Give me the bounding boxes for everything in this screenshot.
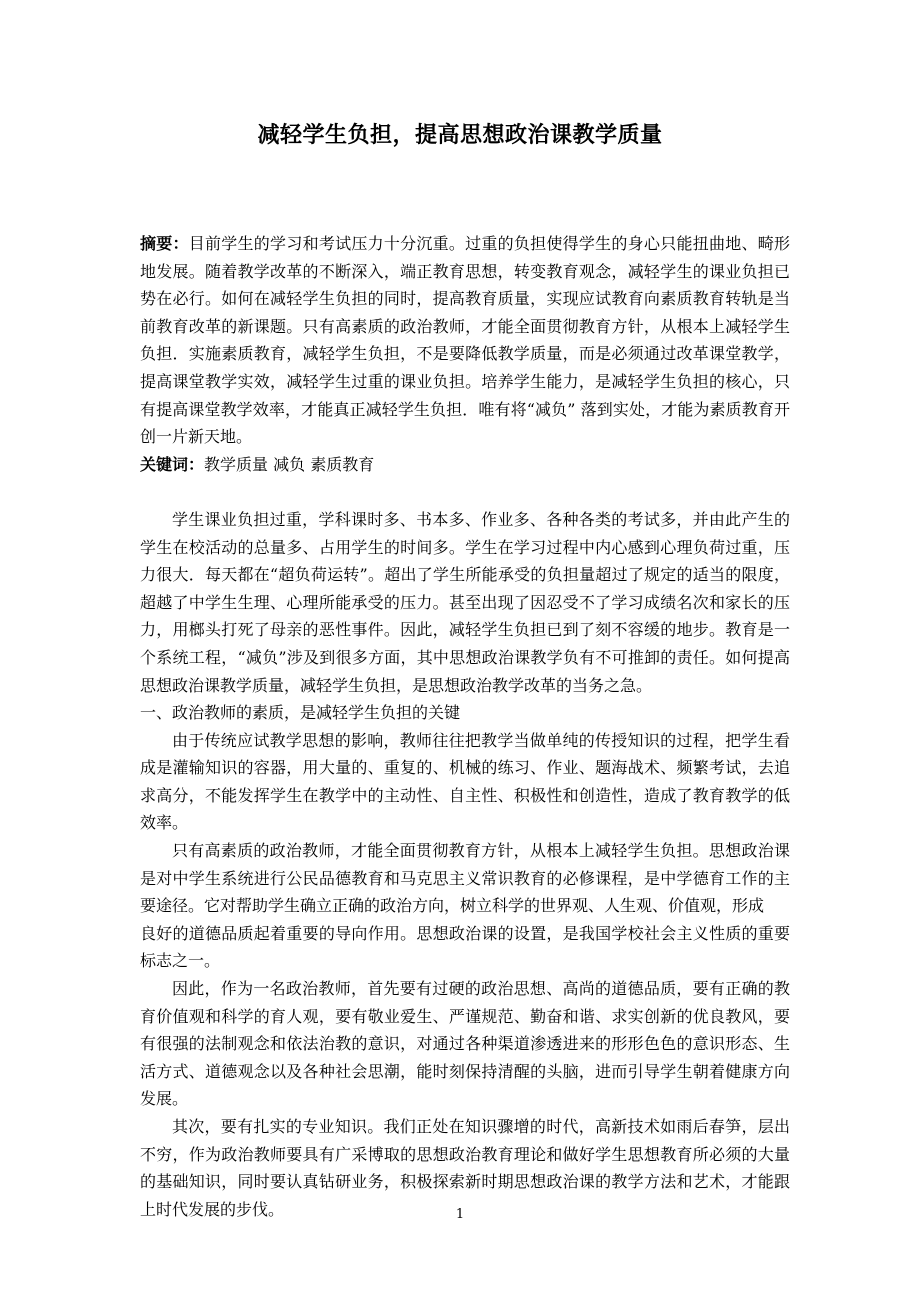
blank-line [140, 478, 790, 506]
body-paragraph-5: 其次，要有扎实的专业知识。我们正处在知识骤增的时代，高新技术如雨后春笋，层出不穷，作为政治教师要具有广采博取的思想政治教育理论和做好学生思想教育所必须的大量的基础知识，同时要认真钻研业务，积极探索新时期思想政治课的教学方法和艺术，才能跟上时代发展的步伐。 [140, 1117, 790, 1219]
abstract-label: 摘要： [140, 234, 189, 253]
keywords-paragraph [140, 451, 790, 479]
keywords-label: 关键词： [140, 454, 205, 474]
keywords-text: 教学质量 减负 素质教育 [204, 454, 375, 474]
document-body [140, 230, 790, 1223]
abstract-text: 目前学生的学习和考试压力十分沉重。过重的负担使得学生的身心只能扭曲地、畸形地发展。随着教学改革的不断深入，端正教育思想，转变教育观念，减轻学生的课业负担已势在必行。如何在减轻学生负担的同时，提高教育质量，实现应试教育向素质教育转轨是当前教育改革的新课题。只有高素质的政治教师，才能全面贯彻教育方针，从根本上减轻学生负担．实施素质教育，减轻学生负担，不是要降低教学质量，而是必须通过改革课堂教学，提高课堂教学实效，减轻学生过重的课业负担。培养学生能力，是减轻学生负担的核心，只有提高课堂教学效率，才能真正减轻学生负担．唯有将“减负” 落到实处，才能为素质教育开创一片新天地。 [140, 234, 790, 447]
body-paragraph-1: 学生课业负担过重，学科课时多、书本多、作业多、各种各类的考试多，并由此产生的学生在校活动的总量多、占用学生的时间多。学生在学习过程中内心感到心理负荷过重，压力很大．每天都在“超负荷运转”。超出了学生所能承受的负担量超过了规定的适当的限度，超越了中学生生理、心理所能承受的压力。甚至出现了因忍受不了学习成绩名次和家长的压力，用榔头打死了母亲的恶性事件。因此，减轻学生负担已到了刻不容缓的地步。教育是一个系统工程，“减负”涉及到很多方面，其中思想政治课教学负有不可推卸的责任。如何提高思想政治课教学质量，减轻学生负担，是思想政治教学改革的当务之急。 [140, 509, 790, 695]
body-paragraph-4: 因此，作为一名政治教师，首先要有过硬的政治思想、高尚的道德品质，要有正确的教育价值观和科学的育人观，要有敬业爱生、严谨规范、勤奋和谐、求实创新的优良教风，要有很强的法制观念和依法治教的意识，对通过各种渠道渗透进来的形形色色的意识形态、生活方式、道德观念以及各种社会思潮，能时刻保持清醒的头脑，进而引导学生朝着健康方向发展。 [140, 979, 790, 1109]
document-title: 减轻学生负担，提高思想政治课教学质量 [257, 123, 663, 148]
abstract-paragraph [140, 230, 790, 451]
body-paragraph-2: 由于传统应试教学思想的影响，教师往往把教学当做单纯的传授知识的过程，把学生看成是灌输知识的容器，用大量的、重复的、机械的练习、作业、题海战术、频繁考试，去追求高分，不能发挥学生在教学中的主动性、自主性、积极性和创造性，造成了教育教学的低效率。 [140, 730, 790, 833]
body-paragraph-3: 只有高素质的政治教师，才能全面贯彻教育方针，从根本上减轻学生负担。思想政治课是对中学生系统进行公民品德教育和马克思主义常识教育的必修课程，是中学德育工作的主要途径。它对帮助学生确立正确的政治方向，树立科学的世界观、人生观、价值观，形成 [140, 841, 790, 916]
page-number: 1 [455, 1207, 465, 1222]
section-heading-1: 一、政治教师的素质，是减轻学生负担的关键 [140, 703, 461, 723]
body-paragraph-3-continued: 良好的道德品质起着重要的导向作用。思想政治课的设置，是我国学校社会主义性质的重要标志之一。 [140, 923, 790, 971]
